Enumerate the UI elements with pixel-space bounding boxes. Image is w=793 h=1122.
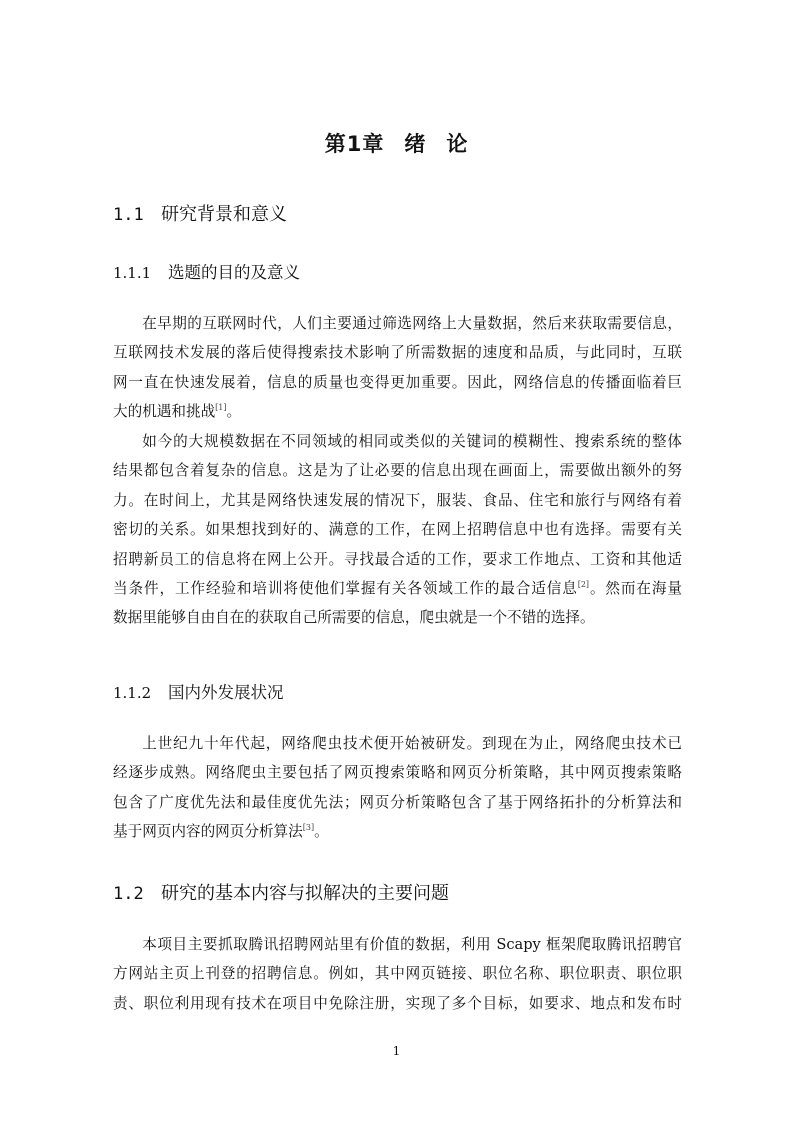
chapter-title-prefix: 第 [324,132,347,156]
paragraph-line: 包含了广度优先法和最佳度优先法；网页分析策略包含了基于网络拓扑的分析算法和 [113,793,682,811]
section-heading-1-1 [113,200,287,226]
chapter-title-suffix: 章 [362,132,385,156]
section-heading-1-1-2 [113,679,284,703]
paragraph-3 [113,729,682,847]
paragraph-line: 密切的关系。如果想找到好的、满意的工作，在网上招聘信息中也有选择。需要有关 [113,521,682,539]
page-number: 1 [392,1044,401,1058]
paragraph-line-last [113,397,682,426]
paragraph-line: 力。在时间上，尤其是网络快速发展的情况下，服装、食品、住宅和旅行与网络有着 [113,491,682,509]
paragraph-2 [113,427,682,633]
paragraph-1 [113,309,682,427]
section-title: 选题的目的及意义 [168,263,300,282]
paragraph-line: 责、职位利用现有技术在项目中免除注册，实现了多个目标，如要求、地点和发布时 [113,994,682,1012]
paragraph-line: 招聘新员工的信息将在网上公开。寻找最合适的工作，要求工作地点、工资和其他适 [113,550,682,568]
section-number: 1.1 [113,205,144,225]
paragraph-text: 。 [314,823,329,841]
paragraph-line: 上世纪九十年代起，网络爬虫技术便开始被研发。到现在为止，网络爬虫技术已 [142,735,682,752]
paragraph-line-last [113,817,682,846]
paragraph-text: 当条件，工作经验和培训将使他们掌握有关各领域工作的最合适信息 [113,580,578,598]
chapter-title-word1: 绪 [404,132,427,156]
citation-ref: [2] [577,580,590,590]
section-title: 研究的基本内容与拟解决的主要问题 [161,883,449,904]
section-title: 国内外发展状况 [168,683,284,702]
paragraph-line: 方网站主页上刊登的招聘信息。例如，其中网页链接、职位名称、职位职责、职位职 [113,965,682,983]
section-number: 1.1.1 [113,264,152,282]
section-number: 1.1.2 [113,684,152,702]
paragraph-text: 大的机遇和挑战 [113,403,216,421]
chapter-title [0,128,793,158]
chapter-title-number: 1 [346,132,363,156]
paragraph-line: 本项目主要抓取腾讯招聘网站里有价值的数据，利用 Scapy 框架爬取腾讯招聘官 [142,936,682,953]
paragraph-line: 如今的大规模数据在不同领域的相同或类似的关键词的模糊性、搜索系统的整体 [142,433,682,450]
paragraph-line [113,574,682,603]
citation-ref: [3] [302,823,315,833]
paragraph-line: 互联网技术发展的落后使得搜索技术影响了所需数据的速度和品质，与此同时，互联 [113,344,682,362]
chapter-title-word2: 论 [446,132,469,156]
paragraph-line-last: 数据里能够自由自在的获取自己所需要的信息，爬虫就是一个不错的选择。 [113,609,595,627]
section-heading-1-1-1 [113,259,300,283]
section-heading-1-2 [113,879,449,905]
paragraph-line: 经逐步成熟。网络爬虫主要包括了网页搜索策略和网页分析策略，其中网页搜索策略 [113,764,682,782]
section-title: 研究背景和意义 [161,204,287,225]
paragraph-line: 网一直在快速发展着，信息的质量也变得更加重要。因此，网络信息的传播面临着巨 [113,373,682,391]
citation-ref: [1] [215,403,227,413]
section-number: 1.2 [113,884,144,904]
paragraph-text: 基于网页内容的网页分析算法 [113,823,303,841]
paragraph-line: 结果都包含着复杂的信息。这是为了让必要的信息出现在画面上，需要做出额外的努 [113,462,682,480]
paragraph-text: 。然而在海量 [589,580,682,598]
paragraph-4 [113,930,682,1018]
paragraph-line: 在早期的互联网时代，人们主要通过筛选网络上大量数据，然后来获取需要信息， [142,315,682,332]
paragraph-text: 。 [226,403,242,421]
